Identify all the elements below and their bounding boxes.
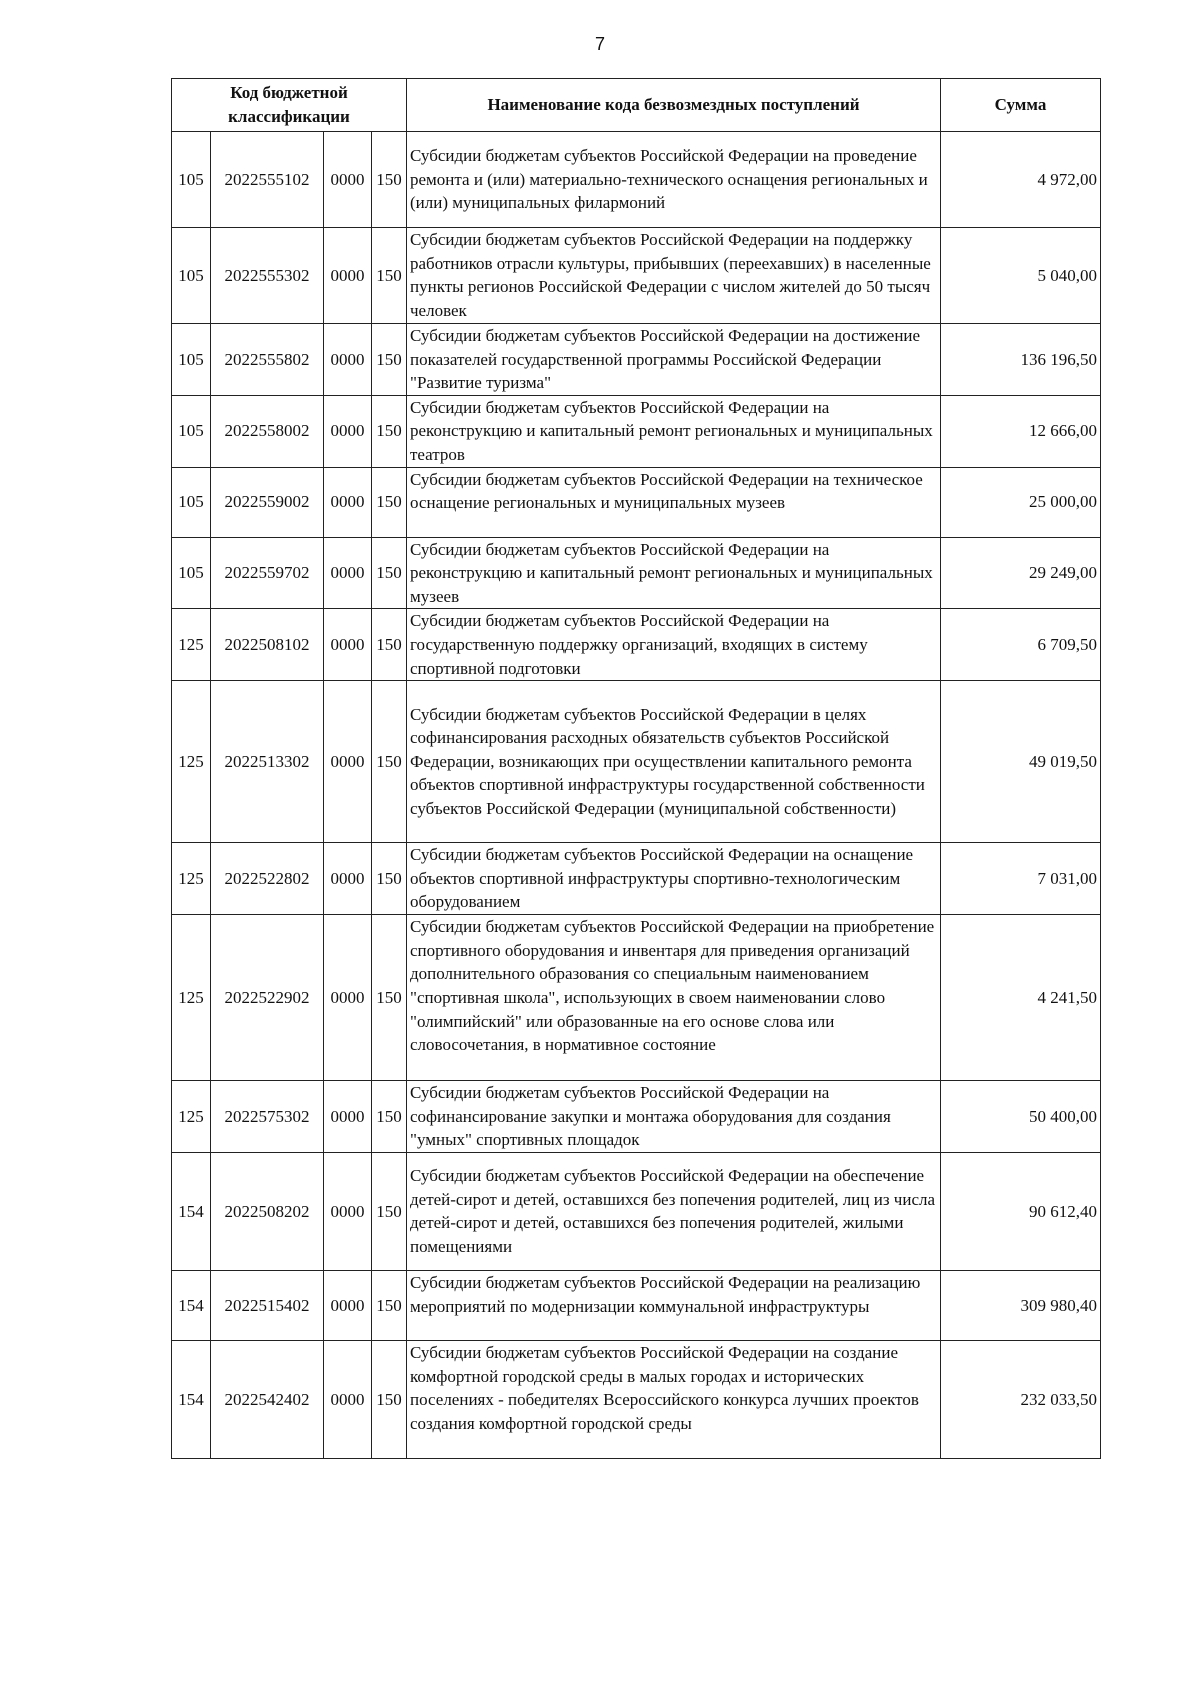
cell-name: Субсидии бюджетам субъектов Российской Федерации на приобретение спортивного оборудования и инвентаря для приведения организаций дополнительного образования со специальным наименованием "спортивная школа", использующих в своем наименовании слово "олимпийский" или образованные на его основе слова или словосочетания, в нормативное состояние: [407, 915, 941, 1081]
cell-sum: 25 000,00: [941, 467, 1101, 537]
cell-sum: 50 400,00: [941, 1081, 1101, 1153]
cell-program-code: 0000: [324, 1270, 372, 1340]
cell-admin-code: 105: [172, 324, 211, 396]
cell-kind-code: 150: [372, 537, 407, 609]
cell-admin-code: 154: [172, 1340, 211, 1458]
cell-revenue-code: 2022513302: [211, 681, 324, 843]
cell-admin-code: 125: [172, 609, 211, 681]
table-row: [172, 228, 1101, 324]
cell-program-code: 0000: [324, 843, 372, 915]
cell-name: Субсидии бюджетам субъектов Российской Федерации в целях софинансирования расходных обязательств субъектов Российской Федерации, возникающих при осуществлении капитального ремонта объектов спортивной инфраструктуры государственной собственности субъектов Российской Федерации (муниципальной собственности): [407, 681, 941, 843]
cell-kind-code: 150: [372, 915, 407, 1081]
cell-program-code: 0000: [324, 132, 372, 228]
cell-admin-code: 125: [172, 1081, 211, 1153]
cell-kind-code: 150: [372, 467, 407, 537]
table-row: [172, 681, 1101, 843]
cell-sum: 12 666,00: [941, 395, 1101, 467]
cell-revenue-code: 2022575302: [211, 1081, 324, 1153]
cell-sum: 29 249,00: [941, 537, 1101, 609]
cell-sum: 309 980,40: [941, 1270, 1101, 1340]
header-sum: Сумма: [941, 79, 1101, 132]
cell-revenue-code: 2022522802: [211, 843, 324, 915]
cell-kind-code: 150: [372, 609, 407, 681]
cell-sum: 4 241,50: [941, 915, 1101, 1081]
cell-revenue-code: 2022555102: [211, 132, 324, 228]
table-row: [172, 537, 1101, 609]
cell-name: Субсидии бюджетам субъектов Российской Федерации на реконструкцию и капитальный ремонт региональных и муниципальных театров: [407, 395, 941, 467]
cell-revenue-code: 2022558002: [211, 395, 324, 467]
cell-sum: 232 033,50: [941, 1340, 1101, 1458]
cell-admin-code: 105: [172, 228, 211, 324]
cell-admin-code: 125: [172, 843, 211, 915]
cell-admin-code: 154: [172, 1270, 211, 1340]
budget-table: [171, 78, 1101, 1459]
cell-name: Субсидии бюджетам субъектов Российской Федерации на поддержку работников отрасли культуры, прибывших (переехавших) в населенные пункты регионов Российской Федерации с числом жителей до 50 тысяч человек: [407, 228, 941, 324]
cell-admin-code: 105: [172, 132, 211, 228]
cell-kind-code: 150: [372, 1270, 407, 1340]
cell-program-code: 0000: [324, 1340, 372, 1458]
cell-revenue-code: 2022542402: [211, 1340, 324, 1458]
cell-name: Субсидии бюджетам субъектов Российской Федерации на достижение показателей государственной программы Российской Федерации "Развитие туризма": [407, 324, 941, 396]
cell-name: Субсидии бюджетам субъектов Российской Федерации на реализацию мероприятий по модернизации коммунальной инфраструктуры: [407, 1270, 941, 1340]
cell-name: Субсидии бюджетам субъектов Российской Федерации на техническое оснащение региональных и муниципальных музеев: [407, 467, 941, 537]
cell-kind-code: 150: [372, 395, 407, 467]
cell-sum: 5 040,00: [941, 228, 1101, 324]
cell-admin-code: 125: [172, 915, 211, 1081]
cell-program-code: 0000: [324, 681, 372, 843]
cell-kind-code: 150: [372, 1152, 407, 1270]
table-header-row: [172, 79, 1101, 132]
table-row: [172, 1152, 1101, 1270]
cell-kind-code: 150: [372, 1081, 407, 1153]
cell-name: Субсидии бюджетам субъектов Российской Федерации на оснащение объектов спортивной инфраструктуры спортивно-технологическим оборудованием: [407, 843, 941, 915]
cell-kind-code: 150: [372, 1340, 407, 1458]
cell-revenue-code: 2022555802: [211, 324, 324, 396]
table-row: [172, 1340, 1101, 1458]
cell-sum: 6 709,50: [941, 609, 1101, 681]
table-row: [172, 395, 1101, 467]
cell-revenue-code: 2022559702: [211, 537, 324, 609]
cell-sum: 49 019,50: [941, 681, 1101, 843]
cell-name: Субсидии бюджетам субъектов Российской Федерации на обеспечение детей-сирот и детей, оставшихся без попечения родителей, лиц из числа детей-сирот и детей, оставшихся без попечения родителей, жилыми помещениями: [407, 1152, 941, 1270]
cell-sum: 4 972,00: [941, 132, 1101, 228]
header-name: Наименование кода безвозмездных поступлений: [407, 79, 941, 132]
cell-kind-code: 150: [372, 324, 407, 396]
table-row: [172, 132, 1101, 228]
cell-admin-code: 105: [172, 537, 211, 609]
cell-admin-code: 105: [172, 395, 211, 467]
table-row: [172, 609, 1101, 681]
table-row: [172, 467, 1101, 537]
cell-program-code: 0000: [324, 324, 372, 396]
cell-name: Субсидии бюджетам субъектов Российской Федерации на создание комфортной городской среды в малых городах и исторических поселениях - победителях Всероссийского конкурса лучших проектов создания комфортной городской среды: [407, 1340, 941, 1458]
cell-admin-code: 154: [172, 1152, 211, 1270]
cell-revenue-code: 2022559002: [211, 467, 324, 537]
cell-revenue-code: 2022508202: [211, 1152, 324, 1270]
cell-revenue-code: 2022555302: [211, 228, 324, 324]
cell-revenue-code: 2022515402: [211, 1270, 324, 1340]
table-row: [172, 1270, 1101, 1340]
page-number: 7: [594, 34, 605, 54]
cell-kind-code: 150: [372, 843, 407, 915]
table-row: [172, 1081, 1101, 1153]
cell-kind-code: 150: [372, 228, 407, 324]
cell-kind-code: 150: [372, 132, 407, 228]
cell-sum: 90 612,40: [941, 1152, 1101, 1270]
table-row: [172, 915, 1101, 1081]
table-row: [172, 324, 1101, 396]
cell-name: Субсидии бюджетам субъектов Российской Федерации на софинансирование закупки и монтажа оборудования для создания "умных" спортивных площадок: [407, 1081, 941, 1153]
cell-program-code: 0000: [324, 609, 372, 681]
cell-program-code: 0000: [324, 1152, 372, 1270]
cell-name: Субсидии бюджетам субъектов Российской Федерации на государственную поддержку организаций, входящих в систему спортивной подготовки: [407, 609, 941, 681]
cell-sum: 136 196,50: [941, 324, 1101, 396]
cell-admin-code: 105: [172, 467, 211, 537]
cell-admin-code: 125: [172, 681, 211, 843]
cell-kind-code: 150: [372, 681, 407, 843]
cell-program-code: 0000: [324, 915, 372, 1081]
cell-name: Субсидии бюджетам субъектов Российской Федерации на проведение ремонта и (или) материально-технического оснащения региональных и (или) муниципальных филармоний: [407, 132, 941, 228]
header-code: Код бюджетной классификации: [172, 79, 407, 132]
cell-sum: 7 031,00: [941, 843, 1101, 915]
cell-revenue-code: 2022522902: [211, 915, 324, 1081]
cell-program-code: 0000: [324, 1081, 372, 1153]
cell-program-code: 0000: [324, 395, 372, 467]
cell-program-code: 0000: [324, 537, 372, 609]
cell-revenue-code: 2022508102: [211, 609, 324, 681]
cell-name: Субсидии бюджетам субъектов Российской Федерации на реконструкцию и капитальный ремонт региональных и муниципальных музеев: [407, 537, 941, 609]
table-row: [172, 843, 1101, 915]
cell-program-code: 0000: [324, 228, 372, 324]
cell-program-code: 0000: [324, 467, 372, 537]
